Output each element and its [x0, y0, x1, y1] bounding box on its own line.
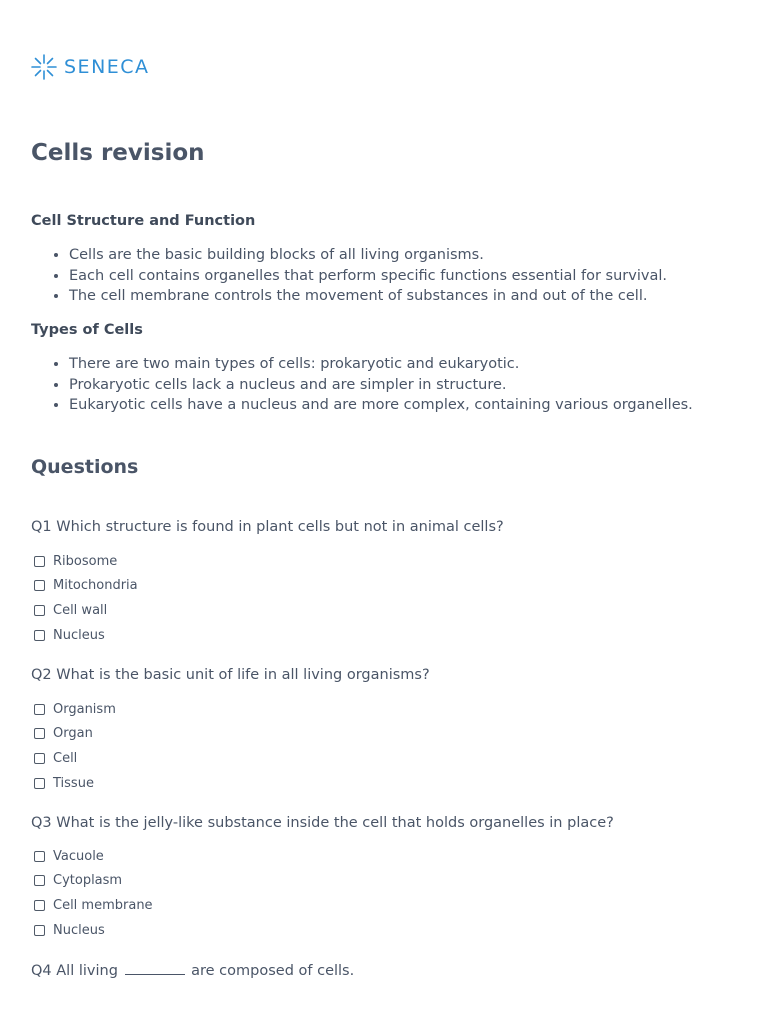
question-2-options	[34, 697, 116, 795]
brand-name: SENECA	[64, 56, 150, 78]
list-item: • Prokaryotic cells lack a nucleus and are simpler in structure.	[69, 375, 693, 396]
option-label: Mitochondria	[53, 578, 138, 594]
bullet-list-cell-structure	[31, 245, 667, 307]
question-1-text: Q1 Which structure is found in plant cells but not in animal cells?	[31, 519, 504, 535]
checkbox[interactable]	[34, 925, 45, 936]
option-label: Organ	[53, 726, 93, 742]
list-item: • Eukaryotic cells have a nucleus and are more complex, containing various organelles.	[69, 395, 693, 416]
checkbox[interactable]	[34, 900, 45, 911]
question-1-options	[34, 549, 138, 647]
answer-option[interactable]	[34, 549, 138, 574]
option-label: Tissue	[53, 775, 94, 791]
option-label: Cell membrane	[53, 897, 153, 913]
question-4-suffix: are composed of cells.	[191, 963, 355, 979]
option-label: Cytoplasm	[53, 873, 123, 889]
answer-option[interactable]	[34, 574, 138, 599]
option-label: Ribosome	[53, 553, 118, 569]
seneca-starburst-icon	[31, 54, 57, 80]
question-4-text	[31, 960, 354, 981]
list-item: • Each cell contains organelles that perform specific functions essential for survival.	[69, 266, 667, 287]
answer-option[interactable]	[34, 697, 116, 722]
checkbox[interactable]	[34, 556, 45, 567]
section-heading-types-of-cells: Types of Cells	[31, 322, 143, 338]
seneca-logo	[31, 54, 150, 80]
answer-option[interactable]	[34, 918, 153, 943]
page-title: Cells revision	[31, 140, 205, 166]
checkbox[interactable]	[34, 605, 45, 616]
list-item: • The cell membrane controls the movement of substances in and out of the cell.	[69, 286, 667, 307]
bullet-list-types-of-cells	[31, 354, 693, 416]
answer-option[interactable]	[34, 869, 153, 894]
answer-option[interactable]	[34, 623, 138, 648]
checkbox[interactable]	[34, 704, 45, 715]
question-3-text: Q3 What is the jelly-like substance inside the cell that holds organelles in place?	[31, 815, 614, 831]
option-label: Cell	[53, 750, 78, 766]
section-heading-cell-structure: Cell Structure and Function	[31, 213, 256, 229]
checkbox[interactable]	[34, 778, 45, 789]
checkbox[interactable]	[34, 580, 45, 591]
question-2-text: Q2 What is the basic unit of life in all living organisms?	[31, 667, 430, 683]
answer-option[interactable]	[34, 844, 153, 869]
checkbox[interactable]	[34, 851, 45, 862]
checkbox[interactable]	[34, 728, 45, 739]
answer-option[interactable]	[34, 893, 153, 918]
question-3-options	[34, 844, 153, 942]
option-label: Vacuole	[53, 848, 104, 864]
checkbox[interactable]	[34, 875, 45, 886]
fill-in-blank[interactable]	[125, 960, 185, 975]
list-item: • There are two main types of cells: prokaryotic and eukaryotic.	[69, 354, 693, 375]
question-4-prefix: Q4 All living	[31, 963, 118, 979]
answer-option[interactable]	[34, 722, 116, 747]
answer-option[interactable]	[34, 598, 138, 623]
option-label: Organism	[53, 701, 116, 717]
list-item: • Cells are the basic building blocks of all living organisms.	[69, 245, 667, 266]
questions-heading: Questions	[31, 456, 139, 478]
checkbox[interactable]	[34, 753, 45, 764]
option-label: Cell wall	[53, 602, 108, 618]
checkbox[interactable]	[34, 630, 45, 641]
option-label: Nucleus	[53, 922, 105, 938]
option-label: Nucleus	[53, 627, 105, 643]
answer-option[interactable]	[34, 771, 116, 796]
answer-option[interactable]	[34, 746, 116, 771]
